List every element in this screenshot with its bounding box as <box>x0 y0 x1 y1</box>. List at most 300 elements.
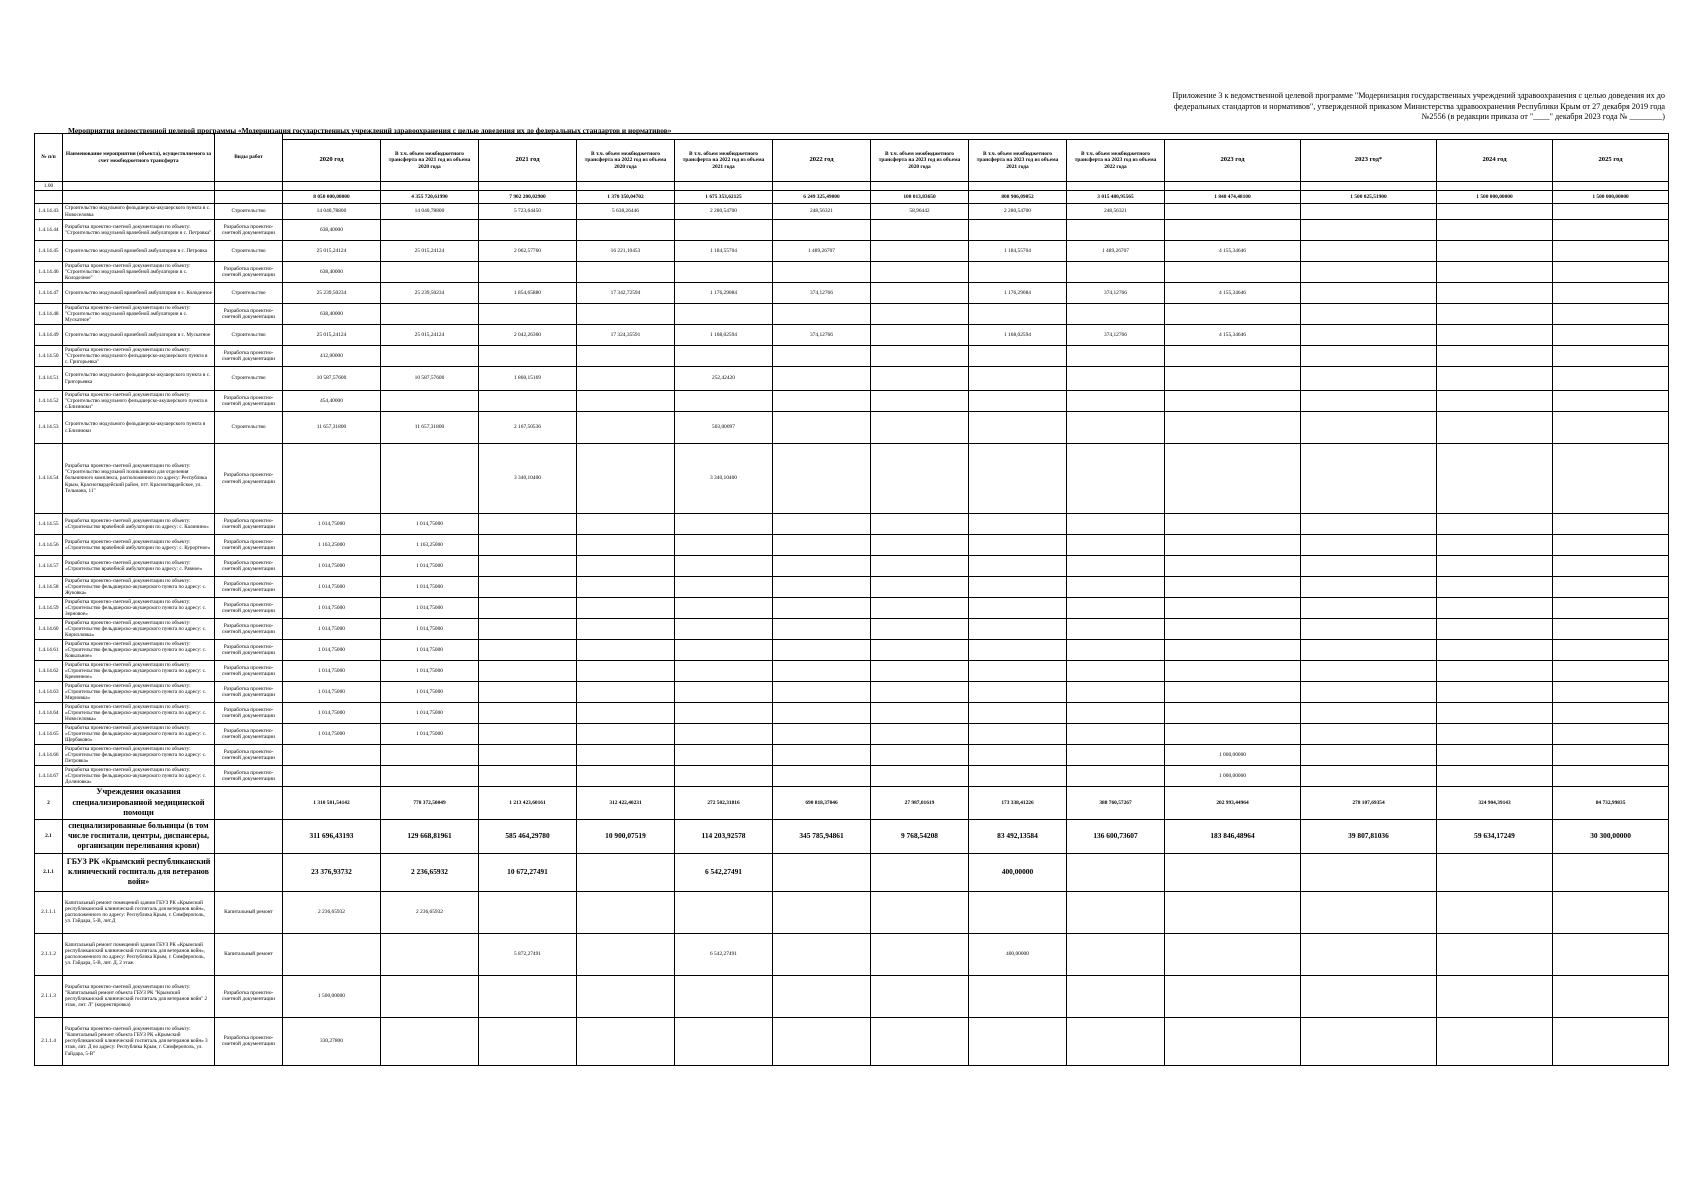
row-value-10 <box>1301 346 1437 367</box>
row-num: 1.4.14.53 <box>35 412 63 444</box>
row-value-1: 1 014,75000 <box>381 556 479 577</box>
row-value-9 <box>1165 891 1301 933</box>
row-value-2 <box>479 556 577 577</box>
row-value-9 <box>1165 556 1301 577</box>
row-value-5 <box>773 724 871 745</box>
row-value-7 <box>969 514 1067 535</box>
row-value-7: 1 184,55704 <box>969 241 1067 262</box>
row-value-12 <box>1553 745 1669 766</box>
total-label-row <box>35 182 1669 191</box>
row-value-11 <box>1437 514 1553 535</box>
header-year-11: 2024 год <box>1437 140 1553 182</box>
row-value-12 <box>1553 703 1669 724</box>
row-value-6 <box>871 556 969 577</box>
row-value-1: 11 657,31800 <box>381 412 479 444</box>
row-value-0: 1 014,75000 <box>283 556 381 577</box>
row-value-8 <box>1067 619 1165 640</box>
row-value-0: 11 657,31800 <box>283 412 381 444</box>
table-row <box>35 220 1669 241</box>
table-row <box>35 619 1669 640</box>
header-year-1: В т.ч. объем межбюджетного трансферта на 2021 год из объема 2020 года <box>381 140 479 182</box>
row-value-6 <box>871 619 969 640</box>
row-value-8 <box>1067 766 1165 787</box>
row-value-7 <box>969 367 1067 391</box>
row-value-11 <box>1437 766 1553 787</box>
row-value-8 <box>1067 444 1165 514</box>
row-value-12 <box>1553 975 1669 1017</box>
row-value-3 <box>577 444 675 514</box>
section-value-4: 114 203,92578 <box>675 819 773 853</box>
row-value-6 <box>871 975 969 1017</box>
row-value-5 <box>773 619 871 640</box>
row-name: Разработка проектно-сметной документации по объекту: «Строительство фельдшерско-акушерского пункта по адресу: с. Петровка» <box>63 745 215 766</box>
row-value-10 <box>1301 766 1437 787</box>
row-value-6 <box>871 241 969 262</box>
row-name: Разработка проектно-сметной документации по объекту: "Капитальный ремонт объекта ГБУЗ РК «Крымский республиканский клинический госпиталь для ветеранов войн» 3 этаж, лит. Д по адресу: Республика Крым, г. Симферополь, ул. Гайдара, 5-В" <box>63 1017 215 1065</box>
row-value-1: 1 014,75000 <box>381 682 479 703</box>
total-num: 1.00 <box>35 182 63 191</box>
row-work-type: Строительство <box>215 204 283 220</box>
row-value-0: 638,40000 <box>283 220 381 241</box>
row-value-7 <box>969 556 1067 577</box>
header-year-7: В т.ч. объем межбюджетного трансферта на 2023 год из объема 2021 года <box>969 140 1067 182</box>
row-value-9 <box>1165 412 1301 444</box>
row-value-6 <box>871 391 969 412</box>
section-value-0: 23 376,93732 <box>283 853 381 891</box>
section-value-7: 173 338,41226 <box>969 787 1067 820</box>
row-num: 1.4.14.49 <box>35 325 63 346</box>
row-work-type: Разработка проектно-сметной документации <box>215 724 283 745</box>
total-value-12: 1 500 000,00000 <box>1553 191 1669 204</box>
header-year-0: 2020 год <box>283 140 381 182</box>
row-value-10 <box>1301 262 1437 283</box>
row-value-10 <box>1301 304 1437 325</box>
row-value-2 <box>479 262 577 283</box>
row-name: Капитальный ремонт помещений здания ГБУЗ РК «Крымский республиканский клинический госпиталь для ветеранов войн», расположенного по адресу: Республика Крым, г. Симферополь, ул. Гайдара, 5-В, лит. Д, 2 этаж <box>63 933 215 975</box>
row-value-6 <box>871 598 969 619</box>
row-value-2: 5 723,64450 <box>479 204 577 220</box>
row-num: 1.4.14.54 <box>35 444 63 514</box>
row-value-7: 400,00000 <box>969 933 1067 975</box>
row-name: Разработка проектно-сметной документации по объекту: «Строительство фельдшерско-акушерского пункта по адресу: с. Жуковка» <box>63 577 215 598</box>
row-value-0: 1 014,75000 <box>283 598 381 619</box>
row-value-7: 1 168,02594 <box>969 325 1067 346</box>
row-value-10 <box>1301 325 1437 346</box>
section-work-type <box>215 819 283 853</box>
row-value-6 <box>871 1017 969 1065</box>
row-value-1: 1 014,75000 <box>381 514 479 535</box>
table-row <box>35 412 1669 444</box>
row-name: Разработка проектно-сметной документации по объекту: "Строительство модульной поликлиники для отделения больничного комплекса, расположенного по адресу: Республика Крым, Красногвардейский район, пгт. Красногвардейское, ул. Тельмана, 11" <box>63 444 215 514</box>
row-value-8 <box>1067 220 1165 241</box>
row-value-1: 1 014,75000 <box>381 703 479 724</box>
row-value-4 <box>675 745 773 766</box>
row-value-0: 1 014,75000 <box>283 577 381 598</box>
row-value-3 <box>577 724 675 745</box>
row-value-11 <box>1437 556 1553 577</box>
row-value-0: 1 014,75000 <box>283 724 381 745</box>
row-value-3 <box>577 262 675 283</box>
row-value-8 <box>1067 703 1165 724</box>
row-value-8 <box>1067 367 1165 391</box>
row-value-12 <box>1553 325 1669 346</box>
row-value-12 <box>1553 304 1669 325</box>
row-value-5 <box>773 640 871 661</box>
row-value-6 <box>871 412 969 444</box>
row-work-type: Разработка проектно-сметной документации <box>215 304 283 325</box>
row-value-5 <box>773 412 871 444</box>
row-num: 1.4.14.55 <box>35 514 63 535</box>
row-value-8 <box>1067 535 1165 556</box>
section-value-9 <box>1165 853 1301 891</box>
row-value-2 <box>479 535 577 556</box>
row-value-10 <box>1301 412 1437 444</box>
table-row <box>35 933 1669 975</box>
row-value-8 <box>1067 682 1165 703</box>
row-value-5 <box>773 220 871 241</box>
row-value-7: 2 280,54700 <box>969 204 1067 220</box>
header-year-4: В т.ч. объем межбюджетного трансферта на 2022 год из объема 2021 года <box>675 140 773 182</box>
row-value-9 <box>1165 346 1301 367</box>
section-value-7: 83 492,13584 <box>969 819 1067 853</box>
table-row <box>35 391 1669 412</box>
section-value-8 <box>1067 853 1165 891</box>
section-value-5: 345 785,94861 <box>773 819 871 853</box>
row-value-3 <box>577 598 675 619</box>
row-work-type: Капитальный ремонт <box>215 891 283 933</box>
row-value-8 <box>1067 724 1165 745</box>
row-value-10 <box>1301 619 1437 640</box>
row-value-2 <box>479 682 577 703</box>
row-work-type: Разработка проектно-сметной документации <box>215 619 283 640</box>
row-value-8 <box>1067 577 1165 598</box>
row-value-9 <box>1165 682 1301 703</box>
row-value-5 <box>773 891 871 933</box>
row-value-1: 1 014,75000 <box>381 598 479 619</box>
row-value-4: 3 340,10400 <box>675 444 773 514</box>
row-value-12 <box>1553 766 1669 787</box>
row-value-6 <box>871 346 969 367</box>
row-work-type: Строительство <box>215 367 283 391</box>
row-value-7 <box>969 640 1067 661</box>
row-value-7 <box>969 444 1067 514</box>
row-value-12 <box>1553 619 1669 640</box>
row-value-0: 1 014,75000 <box>283 514 381 535</box>
section-value-3: 10 900,07519 <box>577 819 675 853</box>
row-value-3 <box>577 367 675 391</box>
total-value-6: 108 013,83650 <box>871 191 969 204</box>
row-value-1: 10 587,57600 <box>381 367 479 391</box>
row-value-10 <box>1301 444 1437 514</box>
row-value-7 <box>969 745 1067 766</box>
row-value-6 <box>871 262 969 283</box>
row-value-8 <box>1067 933 1165 975</box>
row-value-4 <box>675 262 773 283</box>
row-value-4: 1 176,29084 <box>675 283 773 304</box>
row-num: 1.4.14.50 <box>35 346 63 367</box>
row-value-6 <box>871 325 969 346</box>
row-value-6 <box>871 766 969 787</box>
section-value-1: 129 668,81961 <box>381 819 479 853</box>
total-row <box>35 191 1669 204</box>
row-work-type: Разработка проектно-сметной документации <box>215 661 283 682</box>
row-num: 1.4.14.62 <box>35 661 63 682</box>
row-value-12 <box>1553 640 1669 661</box>
row-value-11 <box>1437 745 1553 766</box>
row-value-0: 25 015,24124 <box>283 241 381 262</box>
header-work-type: Виды работ <box>215 134 283 182</box>
row-value-12 <box>1553 283 1669 304</box>
row-value-8: 1 489,26707 <box>1067 241 1165 262</box>
row-value-8 <box>1067 598 1165 619</box>
row-work-type: Разработка проектно-сметной документации <box>215 577 283 598</box>
row-value-2 <box>479 577 577 598</box>
section-value-5: 690 818,37046 <box>773 787 871 820</box>
row-value-7 <box>969 891 1067 933</box>
row-value-6 <box>871 444 969 514</box>
row-value-5: 248,56321 <box>773 204 871 220</box>
section-value-12: 30 300,00000 <box>1553 819 1669 853</box>
section-value-6: 27 987,01619 <box>871 787 969 820</box>
table-row <box>35 640 1669 661</box>
row-value-4 <box>675 346 773 367</box>
section-value-6: 9 768,54208 <box>871 819 969 853</box>
row-value-2 <box>479 619 577 640</box>
row-num: 1.4.14.59 <box>35 598 63 619</box>
row-value-10 <box>1301 556 1437 577</box>
row-num: 1.4.14.46 <box>35 262 63 283</box>
row-value-11 <box>1437 391 1553 412</box>
section-value-7: 400,00000 <box>969 853 1067 891</box>
row-value-5 <box>773 391 871 412</box>
row-value-4: 2 280,54700 <box>675 204 773 220</box>
row-num: 2.1.1.2 <box>35 933 63 975</box>
section-value-11: 324 904,39143 <box>1437 787 1553 820</box>
row-value-6 <box>871 367 969 391</box>
row-name: Разработка проектно-сметной документации по объекту: "Строительство модульной врачебной амбулатории в с. Колодезное" <box>63 262 215 283</box>
row-value-0: 1 014,75000 <box>283 640 381 661</box>
row-value-4 <box>675 682 773 703</box>
row-value-11 <box>1437 325 1553 346</box>
row-value-10 <box>1301 640 1437 661</box>
row-value-6 <box>871 220 969 241</box>
row-value-12 <box>1553 220 1669 241</box>
row-name: Разработка проектно-сметной документации по объекту: «Строительство врачебной амбулатории по адресу: с. Равное» <box>63 556 215 577</box>
section-value-3 <box>577 853 675 891</box>
row-work-type: Строительство <box>215 283 283 304</box>
row-value-0: 1 014,75000 <box>283 661 381 682</box>
row-value-5 <box>773 514 871 535</box>
row-value-3 <box>577 766 675 787</box>
row-value-12 <box>1553 1017 1669 1065</box>
row-value-9 <box>1165 724 1301 745</box>
row-value-2: 1 854,65880 <box>479 283 577 304</box>
section-value-9: 183 846,48964 <box>1165 819 1301 853</box>
row-value-12 <box>1553 391 1669 412</box>
row-num: 1.4.14.43 <box>35 204 63 220</box>
section-value-2: 10 672,27491 <box>479 853 577 891</box>
row-value-6: 58,96442 <box>871 204 969 220</box>
table-row <box>35 535 1669 556</box>
table-row <box>35 556 1669 577</box>
row-value-11 <box>1437 682 1553 703</box>
row-value-10 <box>1301 703 1437 724</box>
row-value-3 <box>577 220 675 241</box>
row-value-1: 25 015,24124 <box>381 241 479 262</box>
row-value-12 <box>1553 724 1669 745</box>
row-value-4 <box>675 598 773 619</box>
row-name: Разработка проектно-сметной документации по объекту: «Строительство фельдшерско-акушерского пункта по адресу: с. Кирилловка» <box>63 619 215 640</box>
row-value-0: 1 014,75000 <box>283 703 381 724</box>
table-row <box>35 325 1669 346</box>
row-value-10 <box>1301 241 1437 262</box>
row-name: Разработка проектно-сметной документации по объекту: «Строительство фельдшерско-акушерского пункта по адресу: с. Ковыльное» <box>63 640 215 661</box>
row-value-1: 1 014,75000 <box>381 724 479 745</box>
row-value-8 <box>1067 262 1165 283</box>
row-value-10 <box>1301 204 1437 220</box>
row-value-7 <box>969 598 1067 619</box>
row-value-8 <box>1067 975 1165 1017</box>
row-value-3 <box>577 682 675 703</box>
row-value-8 <box>1067 661 1165 682</box>
row-value-9: 1 000,00000 <box>1165 745 1301 766</box>
row-value-7 <box>969 220 1067 241</box>
row-value-6 <box>871 703 969 724</box>
total-value-9: 1 848 474,48100 <box>1165 191 1301 204</box>
section-name: Учреждения оказания специализированной медицинской помощи <box>63 787 215 820</box>
row-value-8 <box>1067 891 1165 933</box>
row-value-9 <box>1165 661 1301 682</box>
row-value-9 <box>1165 619 1301 640</box>
row-value-3 <box>577 975 675 1017</box>
row-value-2 <box>479 724 577 745</box>
row-value-2: 5 872,27491 <box>479 933 577 975</box>
row-value-9 <box>1165 514 1301 535</box>
row-value-2 <box>479 514 577 535</box>
row-num: 1.4.14.45 <box>35 241 63 262</box>
row-name: Разработка проектно-сметной документации по объекту: "Строительство модульной врачебной амбулатории в с. Петровка" <box>63 220 215 241</box>
appendix-note: Приложение 3 к ведомственной целевой программе "Модернизация государственных учреждений здравоохранения с целью доведения их до федеральных стандартов и нормативов", утвержденной приказом Министерства здравоохранения Республики Крым от 27 декабря 2019 года №2556 (в редакции приказа от "____" декабря 2023 года № ________) <box>1172 91 1665 121</box>
row-work-type: Разработка проектно-сметной документации <box>215 975 283 1017</box>
table-row <box>35 204 1669 220</box>
row-work-type: Разработка проектно-сметной документации <box>215 262 283 283</box>
row-value-4: 1 184,55704 <box>675 241 773 262</box>
row-value-11 <box>1437 933 1553 975</box>
row-value-9: 4 155,34646 <box>1165 325 1301 346</box>
row-value-1: 1 014,75000 <box>381 640 479 661</box>
row-num: 1.4.14.61 <box>35 640 63 661</box>
total-value-1: 4 355 720,61990 <box>381 191 479 204</box>
row-value-4 <box>675 766 773 787</box>
row-value-8 <box>1067 745 1165 766</box>
row-name: Разработка проектно-сметной документации по объекту: «Строительство фельдшерско-акушерского пункта по адресу: с. Мирновка» <box>63 682 215 703</box>
table-row <box>35 262 1669 283</box>
row-value-11 <box>1437 598 1553 619</box>
row-value-6 <box>871 891 969 933</box>
row-value-4 <box>675 514 773 535</box>
section-value-10 <box>1301 853 1437 891</box>
header-year-3: В т.ч. объем межбюджетного трансферта на 2022 год из объема 2020 года <box>577 140 675 182</box>
section-name: специализированные больницы (в том числе госпитали, центры, диспансеры, организации переливания крови) <box>63 819 215 853</box>
row-value-2: 3 340,10400 <box>479 444 577 514</box>
row-value-12 <box>1553 367 1669 391</box>
section-value-10: 39 807,81036 <box>1301 819 1437 853</box>
row-value-8 <box>1067 640 1165 661</box>
row-value-8 <box>1067 412 1165 444</box>
row-value-10 <box>1301 391 1437 412</box>
row-name: Капитальный ремонт помещений здания ГБУЗ РК «Крымский республиканский клинический госпиталь для ветеранов войн», расположенного по адресу: Республика Крым, г. Симферополь, ул. Гайдара, 5-В, лит.Д <box>63 891 215 933</box>
row-value-3: 17 324,35591 <box>577 325 675 346</box>
row-value-11 <box>1437 891 1553 933</box>
row-num: 1.4.14.52 <box>35 391 63 412</box>
total-value-10: 1 500 025,51900 <box>1301 191 1437 204</box>
row-value-11 <box>1437 619 1553 640</box>
row-value-11 <box>1437 220 1553 241</box>
row-num: 1.4.14.47 <box>35 283 63 304</box>
row-value-1 <box>381 933 479 975</box>
row-value-1 <box>381 1017 479 1065</box>
row-value-4 <box>675 724 773 745</box>
row-value-0: 1 014,75000 <box>283 682 381 703</box>
table-row <box>35 703 1669 724</box>
row-value-10 <box>1301 975 1437 1017</box>
row-value-2 <box>479 661 577 682</box>
row-value-4 <box>675 619 773 640</box>
row-value-7: 1 176,29084 <box>969 283 1067 304</box>
table-row <box>35 577 1669 598</box>
table-row <box>35 724 1669 745</box>
row-value-1 <box>381 745 479 766</box>
row-value-12 <box>1553 682 1669 703</box>
row-value-3 <box>577 535 675 556</box>
header-year-2: 2021 год <box>479 140 577 182</box>
row-value-2: 2 167,50536 <box>479 412 577 444</box>
row-value-10 <box>1301 661 1437 682</box>
header-year-6: В т.ч. объем межбюджетного трансферта на 2023 год из объема 2020 года <box>871 140 969 182</box>
row-num: 1.4.14.51 <box>35 367 63 391</box>
row-value-2 <box>479 346 577 367</box>
row-value-4 <box>675 535 773 556</box>
row-name: Строительство модульной врачебной амбулатории в с. Петровка <box>63 241 215 262</box>
row-value-7 <box>969 619 1067 640</box>
row-work-type: Разработка проектно-сметной документации <box>215 220 283 241</box>
row-value-9 <box>1165 367 1301 391</box>
row-value-12 <box>1553 933 1669 975</box>
row-value-12 <box>1553 556 1669 577</box>
row-value-8 <box>1067 346 1165 367</box>
row-value-8 <box>1067 514 1165 535</box>
row-value-5 <box>773 556 871 577</box>
row-value-2 <box>479 640 577 661</box>
row-work-type: Разработка проектно-сметной документации <box>215 640 283 661</box>
row-value-8 <box>1067 391 1165 412</box>
section-value-1: 2 236,65932 <box>381 853 479 891</box>
row-value-2 <box>479 391 577 412</box>
row-work-type: Разработка проектно-сметной документации <box>215 1017 283 1065</box>
row-value-2 <box>479 703 577 724</box>
row-value-4: 252,42420 <box>675 367 773 391</box>
row-value-5 <box>773 766 871 787</box>
row-value-12 <box>1553 598 1669 619</box>
row-value-4 <box>675 703 773 724</box>
row-value-3 <box>577 577 675 598</box>
section-value-10: 278 107,69354 <box>1301 787 1437 820</box>
row-value-4: 6 542,27491 <box>675 933 773 975</box>
row-value-5 <box>773 975 871 1017</box>
row-value-5 <box>773 577 871 598</box>
row-value-8: 374,12766 <box>1067 283 1165 304</box>
row-value-8 <box>1067 556 1165 577</box>
